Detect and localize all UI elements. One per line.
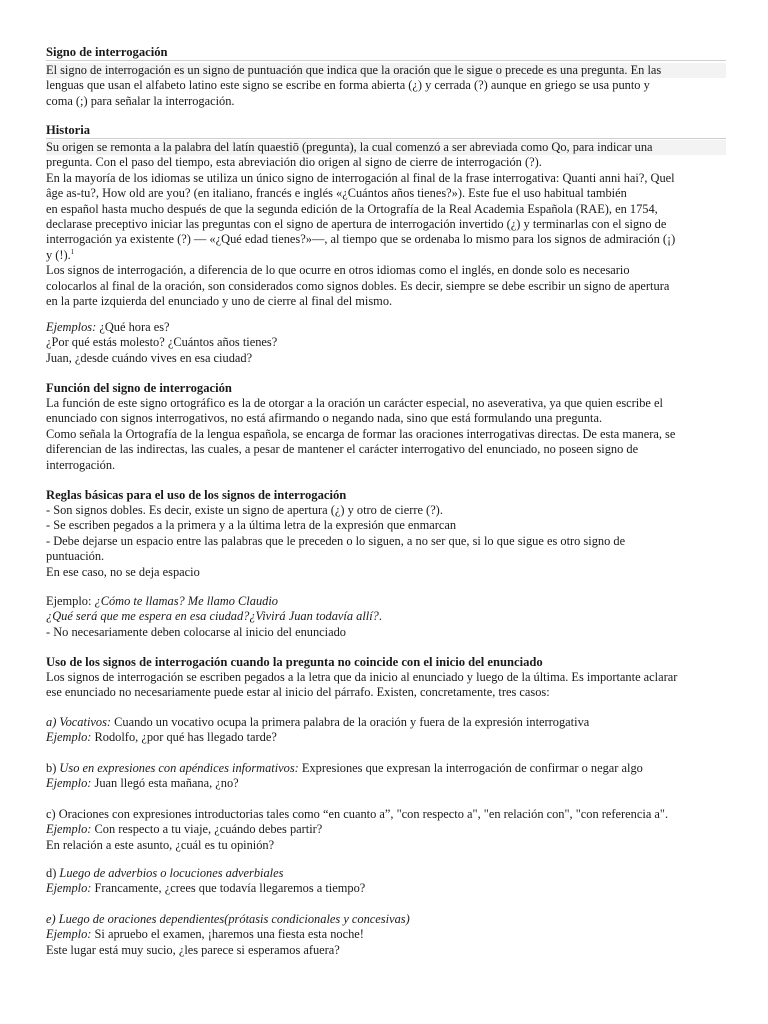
heading-uso-no-coincide: Uso de los signos de interrogación cuando la pregunta no coincide con el inicio del enunciado — [46, 655, 543, 669]
heading-reglas: Reglas básicas para el uso de los signos de interrogación — [46, 488, 347, 502]
case-c-introductorias: c) Oraciones con expresiones introductorias tales como “en cuanto a”, "con respecto a", "en relación con", "con referencia a". Ejemplo: Con respecto a tu viaje, ¿cuándo debes partir? En relación a este asunto, ¿cuál es tu opinión? — [46, 807, 669, 852]
case-a-vocativos: a) Vocativos: Cuando un vocativo ocupa la primera palabra de la oración y fuera de la expresión interrogativa Ejemplo: Rodolfo, ¿por qué has llegado tarde? — [46, 715, 590, 745]
paragraph-historia: Su origen se remonta a la palabra del latín quaestiō (pregunta), la cual comenzó a ser abreviada como Qo, para indicar una pregunta. Con el paso del tiempo, esta abreviación dio origen al signo de cierre de interrogación (?). En la mayoría de los idiomas se utiliza un único signo de interrogación al final de la frase interrogativa: Quanti anni hai?, Quel âge as-tu?, How old are you? (en italiano, francés e inglés «¿Cuántos años tienes?»). Este fue el uso habitual también en español hasta mucho después de que la segunda edición de la Ortografía de la Real Academia Española (RAE), en 1754, declarase preceptivo iniciar las preguntas con el signo de apertura de interrogación invertido (¿) y terminarlas con el signo de interrogación ya existente (?) — «¿Qué edad tienes?»—, al tiempo que se ordenaba lo mismo para los signos de admiración (¡) y (!).$^1$ Los signos de interrogación, a diferencia de lo que ocurre en otros idiomas como el inglés, en donde solo es necesario colocarlos al final de la oración, son considerados como signos dobles. Es decir, siempre se debe escribir un signo de apertura en la parte izquierda del enunciado y uno de cierre al final del mismo. — [46, 140, 726, 309]
examples-historia: Ejemplos: ¿Qué hora es? ¿Por qué estás molesto? ¿Cuántos años tienes? Juan, ¿desde cuándo vives en esa ciudad? — [46, 320, 278, 365]
case-d-adverbios: d) Luego de adverbios o locuciones adverbiales Ejemplo: Francamente, ¿crees que todavía llegaremos a tiempo? — [46, 866, 366, 896]
footnote-mark: 1 — [70, 247, 75, 256]
heading-signo-interrogacion: Signo de interrogación — [46, 45, 726, 61]
paragraph-definicion: El signo de interrogación es un signo de puntuación que indica que la oración que le sigue o precede es una pregunta. En las lenguas que usan el alfabeto latino este signo se escribe en forma abierta (¿) y cerrada (?) aunque en griego se usa punto y coma (;) para señalar la interrogación. — [46, 63, 726, 109]
case-e-dependientes: e) Luego de oraciones dependientes(prótasis condicionales y concesivas) Ejemplo: Si apruebo el examen, ¡haremos una fiesta esta noche! Este lugar está muy sucio, ¿les parece si esperamos afuera? — [46, 912, 410, 957]
list-reglas: - Son signos dobles. Es decir, existe un signo de apertura (¿) y otro de cierre (?). - Se escriben pegados a la primera y a la última letra de la expresión que enmarcan - Debe dejarse un espacio entre las palabras que le preceden o lo siguen, a no ser que, si lo que sigue es otro signo de puntuación. En ese caso, no se deja espacio — [46, 503, 626, 579]
paragraph-funcion: La función de este signo ortográfico es la de otorgar a la oración un carácter especial, no aseverativa, ya que quien escribe el enunciado con signos interrogativos, no está afirmando o negando nada, sino que está formulando una pregunta. Como señala la Ortografía de la lengua española, se encarga de formar las oraciones interrogativas directas. De esta manera, se diferencian de las indirectas, las cuales, a pesar de mantener el carácter interrogativo del enunciado, no poseen signo de interrogación. — [46, 396, 676, 472]
paragraph-uso: Los signos de interrogación se escriben pegados a la letra que da inicio al enunciado y luego de la última. Es importante aclarar ese enunciado no necesariamente puede estar al inicio del párrafo. Existen, concretamente, tres casos: — [46, 670, 678, 700]
heading-funcion: Función del signo de interrogación — [46, 381, 232, 395]
heading-historia: Historia — [46, 123, 726, 139]
case-b-apendices: b) Uso en expresiones con apéndices informativos: Expresiones que expresan la interrogación de confirmar o negar algo Ejemplo: Juan llegó esta mañana, ¿no? — [46, 761, 643, 791]
examples-reglas: Ejemplo: ¿Cómo te llamas? Me llamo Claudio ¿Qué será que me espera en esa ciudad?¿Vivirá Juan todavía allí?. - No necesariamente deben colocarse al inicio del enunciado — [46, 594, 382, 639]
